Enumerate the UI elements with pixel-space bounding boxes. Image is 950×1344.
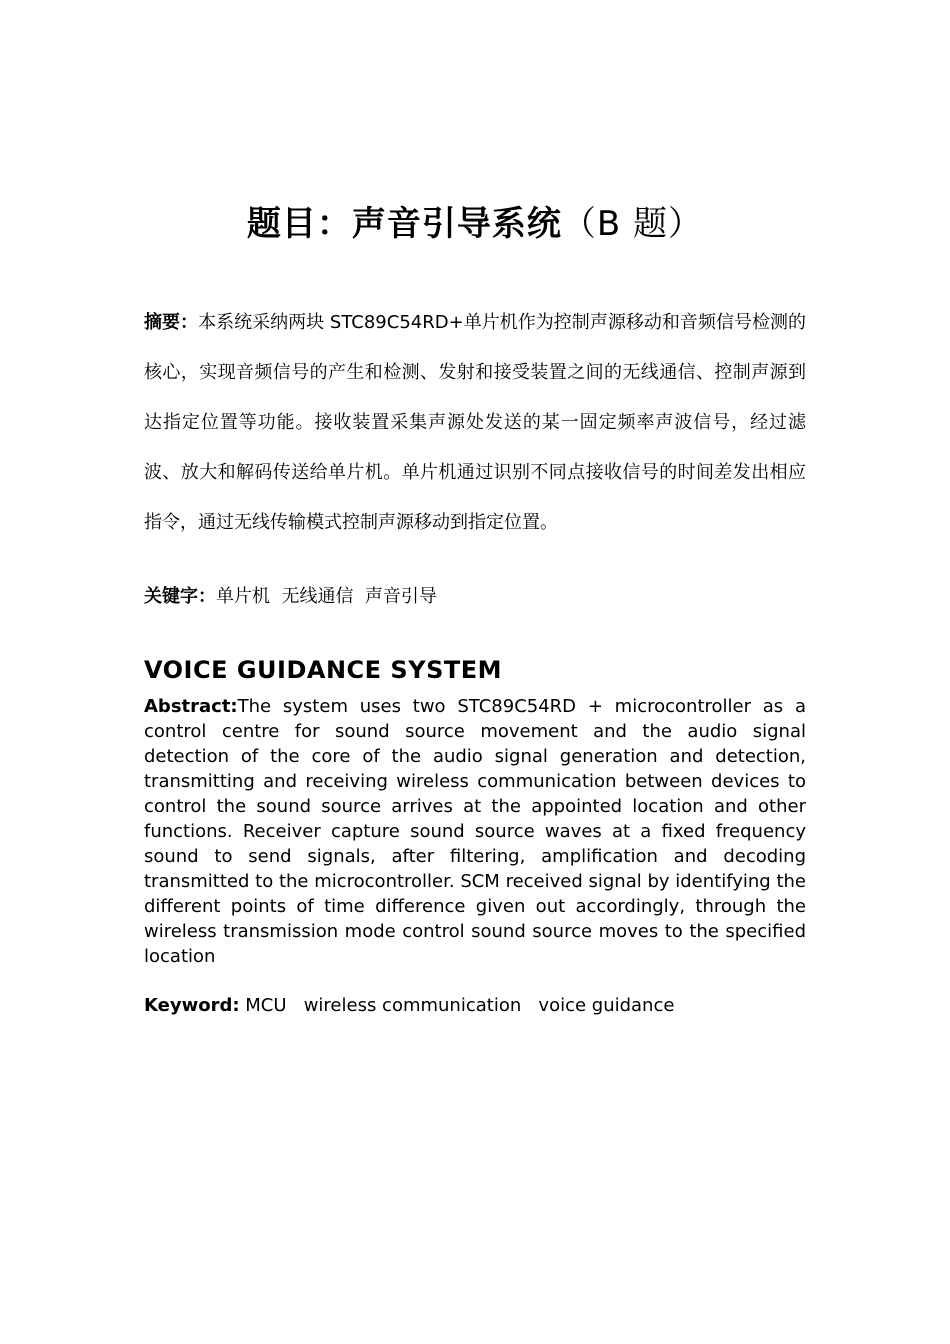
- english-abstract-text: The system uses two STC89C54RD + microcontroller as a control centre for sound source movement and the audio signal detection of the core of the audio signal generation and detection, transmitting and receiving wireless communication between devices to control the sound source arrives at the appointed location and other functions. Receiver capture sound source waves at a fixed frequency sound to send signals, after filtering, amplification and decoding transmitted to the microcontroller. SCM received signal by identifying the different points of time difference given out accordingly, through the wireless transmission mode control sound source moves to the specified location: [144, 696, 806, 967]
- english-keywords-label: Keyword:: [144, 995, 240, 1016]
- english-keywords-text: MCU wireless communication voice guidance: [239, 995, 675, 1016]
- page-title: [0, 200, 950, 248]
- chinese-abstract: [144, 298, 806, 548]
- chinese-abstract-label: 摘要：: [144, 312, 199, 333]
- english-keywords: [144, 993, 806, 1018]
- english-abstract-label: Abstract:: [144, 696, 238, 717]
- title-suffix: （B 题）: [561, 204, 704, 244]
- chinese-keywords: [144, 572, 806, 622]
- chinese-keywords-text: 单片机 无线通信 声音引导: [216, 586, 437, 607]
- chinese-abstract-text: 本系统采纳两块 STC89C54RD+单片机作为控制声源移动和音频信号检测的核心，实现音频信号的产生和检测、发射和接受装置之间的无线通信、控制声源到达指定位置等功能。接收装置采集声源处发送的某一固定频率声波信号，经过滤波、放大和解码传送给单片机。单片机通过识别不同点接收信号的时间差发出相应指令，通过无线传输模式控制声源移动到指定位置。: [144, 312, 807, 533]
- chinese-keywords-label: 关键字：: [144, 586, 216, 607]
- english-title: VOICE GUIDANCE SYSTEM: [144, 656, 503, 684]
- title-main: 题目：声音引导系统: [246, 204, 562, 244]
- english-abstract: [144, 694, 806, 969]
